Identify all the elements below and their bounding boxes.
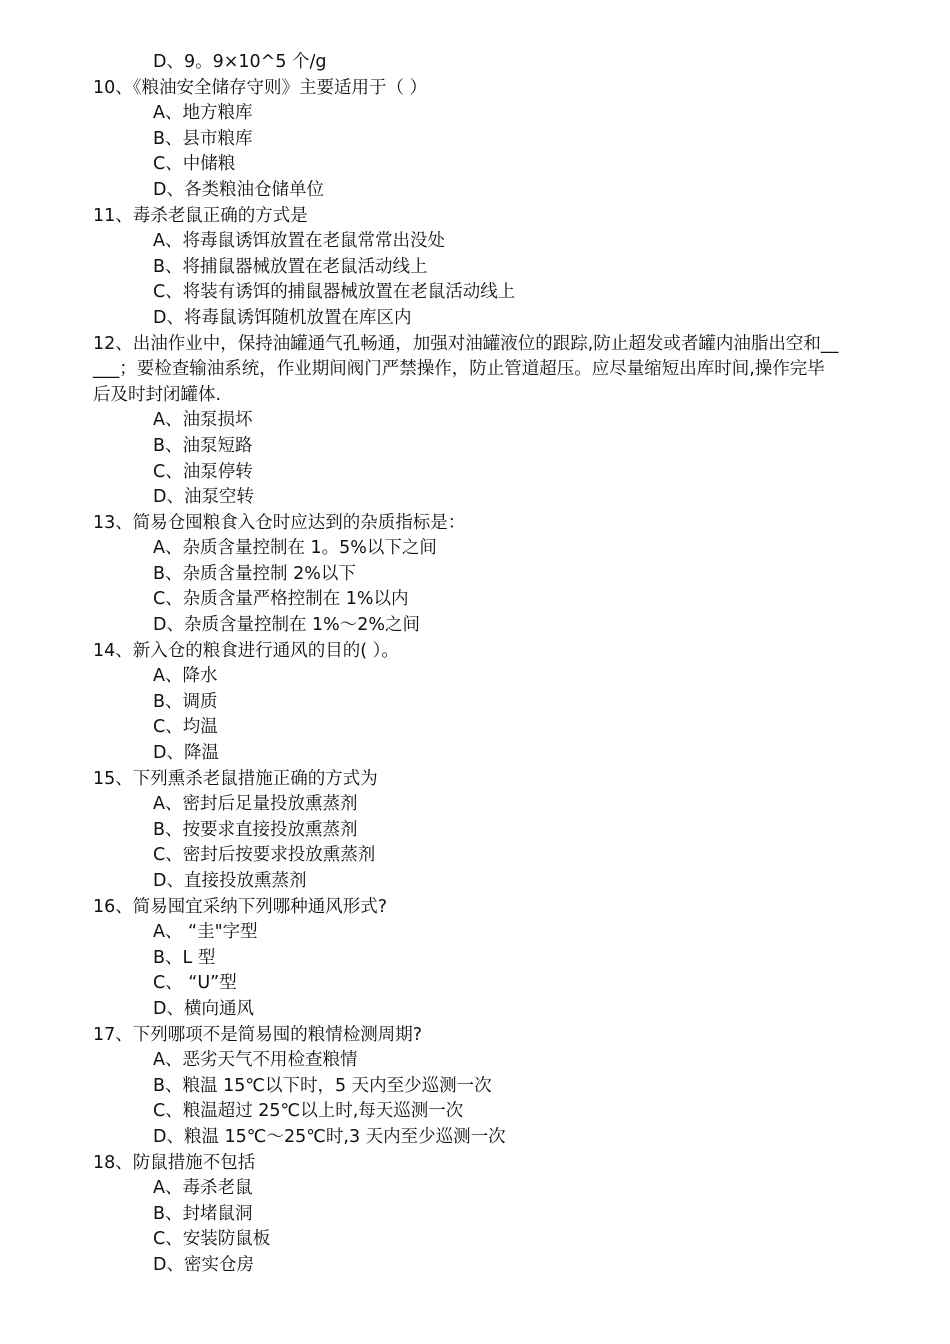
answer-option: A、地方粮库	[153, 103, 253, 124]
answer-option: A、毒杀老鼠	[153, 1178, 253, 1199]
answer-option: D、杂质含量控制在 1%～2%之间	[153, 615, 421, 636]
answer-option: B、调质	[153, 691, 218, 712]
question-text: 16、简易囤宜采纳下列哪种通风形式?	[93, 896, 388, 917]
answer-option: C、粮温超过 25℃以上时,每天巡测一次	[153, 1101, 464, 1122]
answer-option: B、将捕鼠器械放置在老鼠活动线上	[153, 256, 428, 277]
answer-option: B、封堵鼠洞	[153, 1203, 253, 1224]
answer-option: D、直接投放熏蒸剂	[153, 871, 307, 891]
question-text: 15、下列熏杀老鼠措施正确的方式为	[93, 768, 378, 789]
question-text: 14、新入仓的粮食进行通风的目的( ）。	[93, 640, 399, 661]
answer-option: B、L 型	[153, 947, 216, 968]
answer-option: D、横向通风	[153, 998, 254, 1019]
answer-option: D、粮温 15℃～25℃时,3 天内至少巡测一次	[153, 1126, 506, 1147]
answer-option: C、安装防鼠板	[153, 1229, 271, 1250]
answer-option: C、杂质含量严格控制在 1%以内	[153, 589, 409, 610]
answer-option: A、降水	[153, 666, 218, 687]
question-text: 13、简易仓囤粮食入仓时应达到的杂质指标是：	[93, 512, 466, 533]
question-text: 11、毒杀老鼠正确的方式是	[93, 205, 308, 226]
answer-option: B、油泵短路	[153, 435, 253, 456]
question-text-continued: 后及时封闭罐体.	[93, 384, 222, 405]
answer-option: B、县市粮库	[153, 128, 253, 149]
answer-option: D、降温	[153, 743, 219, 764]
answer-option: C、油泵停转	[153, 461, 253, 482]
answer-option: D、将毒鼠诱饵随机放置在库区内	[153, 307, 412, 328]
answer-option: D、油泵空转	[153, 487, 254, 508]
answer-option: D、密实仓房	[153, 1254, 254, 1275]
answer-option: B、粮温 15℃以下时，5 天内至少巡测一次	[153, 1075, 492, 1096]
question-text: 10、《粮油安全储存守则》主要适用于（ ）	[93, 77, 428, 98]
answer-option: D、各类粮油仓储单位	[153, 179, 324, 200]
answer-option: A、密封后足量投放熏蒸剂	[153, 794, 358, 815]
answer-option: C、中储粮	[153, 154, 236, 175]
answer-option: B、杂质含量控制 2%以下	[153, 563, 356, 584]
document-page	[0, 50, 950, 1279]
answer-option: A、 “圭"字型	[153, 922, 258, 943]
answer-option: C、将装有诱饵的捕鼠器械放置在老鼠活动线上	[153, 282, 516, 303]
answer-option: C、密封后按要求投放熏蒸剂	[153, 845, 376, 866]
question-text: 18、防鼠措施不包括	[93, 1152, 256, 1173]
answer-option: C、均温	[153, 717, 218, 738]
question-text: 12、出油作业中，保持油罐通气孔畅通，加强对油罐液位的跟踪,防止超发或者罐内油脂出空和__	[93, 333, 839, 354]
answer-option: A、油泵损坏	[153, 410, 253, 431]
question-text-continued: ___；要检查输油系统，作业期间阀门严禁操作，防止管道超压。应尽量缩短出库时间,操作完毕	[93, 359, 825, 380]
answer-option: A、恶劣天气不用检查粮情	[153, 1050, 358, 1071]
answer-option: D、9。9×10^5 个/g	[153, 52, 327, 72]
answer-option: A、将毒鼠诱饵放置在老鼠常常出没处	[153, 231, 445, 252]
question-text: 17、下列哪项不是简易囤的粮情检测周期?	[93, 1024, 423, 1045]
answer-option: C、 “U”型	[153, 973, 237, 994]
answer-option: B、按要求直接投放熏蒸剂	[153, 819, 358, 840]
answer-option: A、杂质含量控制在 1。5%以下之间	[153, 538, 437, 559]
